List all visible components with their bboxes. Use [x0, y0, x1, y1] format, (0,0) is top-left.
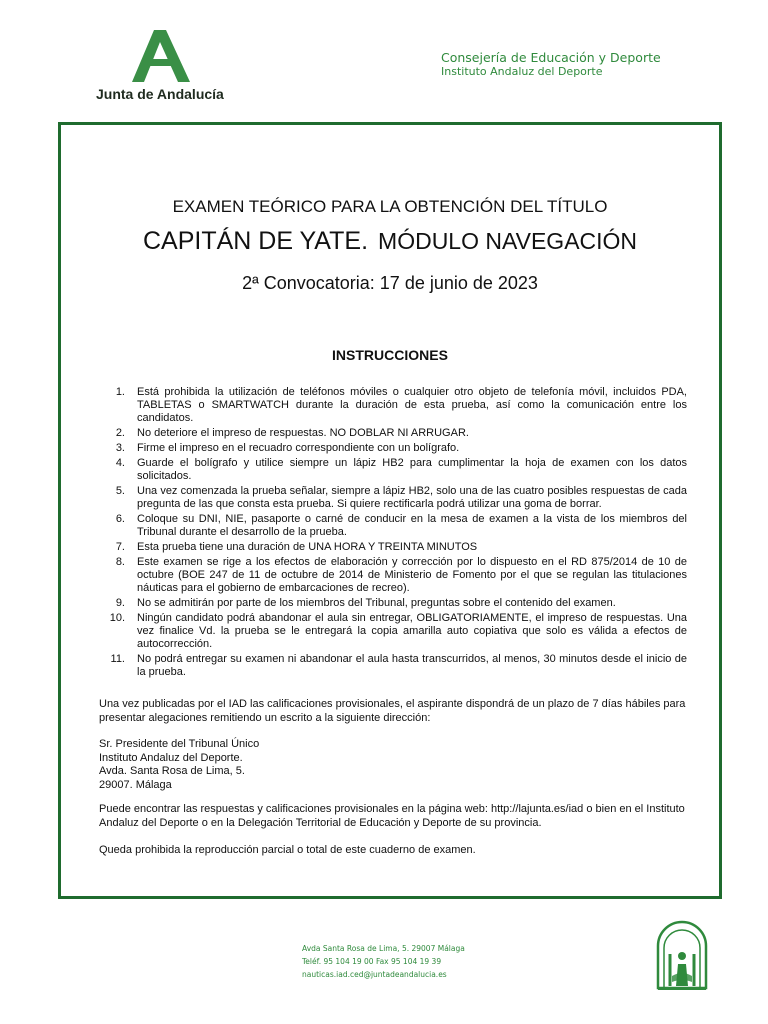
list-item: 11. No podrá entregar su examen ni abandonar el aula hasta transcurridos, al menos, 30 minutos desde el inicio de la prueba. [110, 653, 687, 678]
exam-date: 2ª Convocatoria: 17 de junio de 2023 [242, 273, 538, 293]
reproduction-notice: Queda prohibida la reproducción parcial o total de este cuaderno de examen. [99, 844, 476, 856]
junta-andalucia-logo [96, 28, 236, 104]
instructions-heading: INSTRUCCIONES [332, 347, 448, 363]
junta-logo-icon [130, 28, 192, 84]
exam-title-main: CAPITÁN DE YATE. [142, 227, 369, 255]
list-item: 8. Este examen se rige a los efectos de elaboración y corrección por lo dispuesto en el RD 875/2014 de 10 de octubre (BOE 247 de 11 de octubre de 2014 de Ministerio de Fomento por el que se regulan las titulaciones náuticas para el gobierno de embarcaciones de recreo). [115, 556, 687, 594]
address-line: Instituto Andaluz del Deporte. [99, 751, 243, 764]
andalucia-seal-icon [654, 920, 710, 992]
list-item: 9. No se admitirán por parte de los miembros del Tribunal, preguntas sobre el contenido del examen. [115, 597, 616, 609]
results-paragraph: Puede encontrar las respuestas y calificaciones provisionales en la página web: http://lajunta.es/iad o bien en el Instituto Andaluz del Deporte o en la Delegación Territorial de Educación y Deporte de su provincia. [99, 803, 685, 829]
address-line: Avda. Santa Rosa de Lima, 5. [99, 765, 245, 777]
footer-address: Avda Santa Rosa de Lima, 5. 29007 Málaga [302, 944, 465, 953]
exam-module: MÓDULO NAVEGACIÓN [378, 228, 638, 254]
footer-phone: Teléf. 95 104 19 00 Fax 95 104 19 39 [302, 957, 442, 966]
list-item: 6. Coloque su DNI, NIE, pasaporte o carné de conducir en la mesa de examen a la vista de los miembros del Tribunal durante el desarrollo de la prueba. [115, 513, 687, 538]
list-item: 7. Esta prueba tiene una duración de UNA HORA Y TREINTA MINUTOS [115, 541, 478, 553]
instructions-list [99, 386, 687, 681]
address-line: 29007. Málaga [99, 778, 172, 791]
address-line: Sr. Presidente del Tribunal Único [99, 738, 260, 750]
postal-address [99, 738, 687, 792]
list-item: 1. Está prohibida la utilización de teléfonos móviles o cualquier otro objeto de telefonía móvil, incluidos PDA, TABLETAS o SMARTWATCH durante la duración de esta prueba, así como la comunicación entre los candidatos. [115, 386, 687, 424]
list-item: 3. Firme el impreso en el recuadro correspondiente con un bolígrafo. [115, 442, 460, 454]
department-header [441, 50, 661, 79]
list-item: 5. Una vez comenzada la prueba señalar, siempre a lápiz HB2, solo una de las cuatro posibles respuestas de cada pregunta de las que consta esta prueba. Si quiere rectificarla podrá utilizar una goma de borrar. [115, 485, 687, 510]
list-item: 4. Guarde el bolígrafo y utilice siempre un lápiz HB2 para cumplimentar la hoja de examen con los datos solicitados. [115, 457, 687, 482]
exam-title: EXAMEN TEÓRICO PARA LA OBTENCIÓN DEL TÍTULO [172, 197, 608, 216]
list-item: 2. No deteriore el impreso de respuestas. NO DOBLAR NI ARRUGAR. [115, 427, 469, 439]
footer-contact [302, 942, 465, 981]
list-item: 10. Ningún candidato podrá abandonar el aula sin entregar, OBLIGATORIAMENTE, el impreso de respuestas. Una vez finalice Vd. la prueba se le entregará la copia amarilla auto copiativa que solo es válida a efectos de autocorrección. [109, 612, 687, 650]
department-name: Consejería de Educación y Deporte [441, 50, 661, 65]
footer-email: nauticas.iad.ced@juntadeandalucia.es [302, 970, 447, 979]
institute-name: Instituto Andaluz del Deporte [441, 65, 603, 78]
logo-text: Junta de Andalucía [96, 86, 224, 102]
exam-cover-frame [58, 122, 722, 899]
appeals-paragraph: Una vez publicadas por el IAD las calificaciones provisionales, el aspirante dispondrá de un plazo de 7 días hábiles para presentar alegaciones remitiendo un escrito a la siguiente dirección: [99, 698, 686, 724]
exam-subtitle [61, 227, 719, 256]
